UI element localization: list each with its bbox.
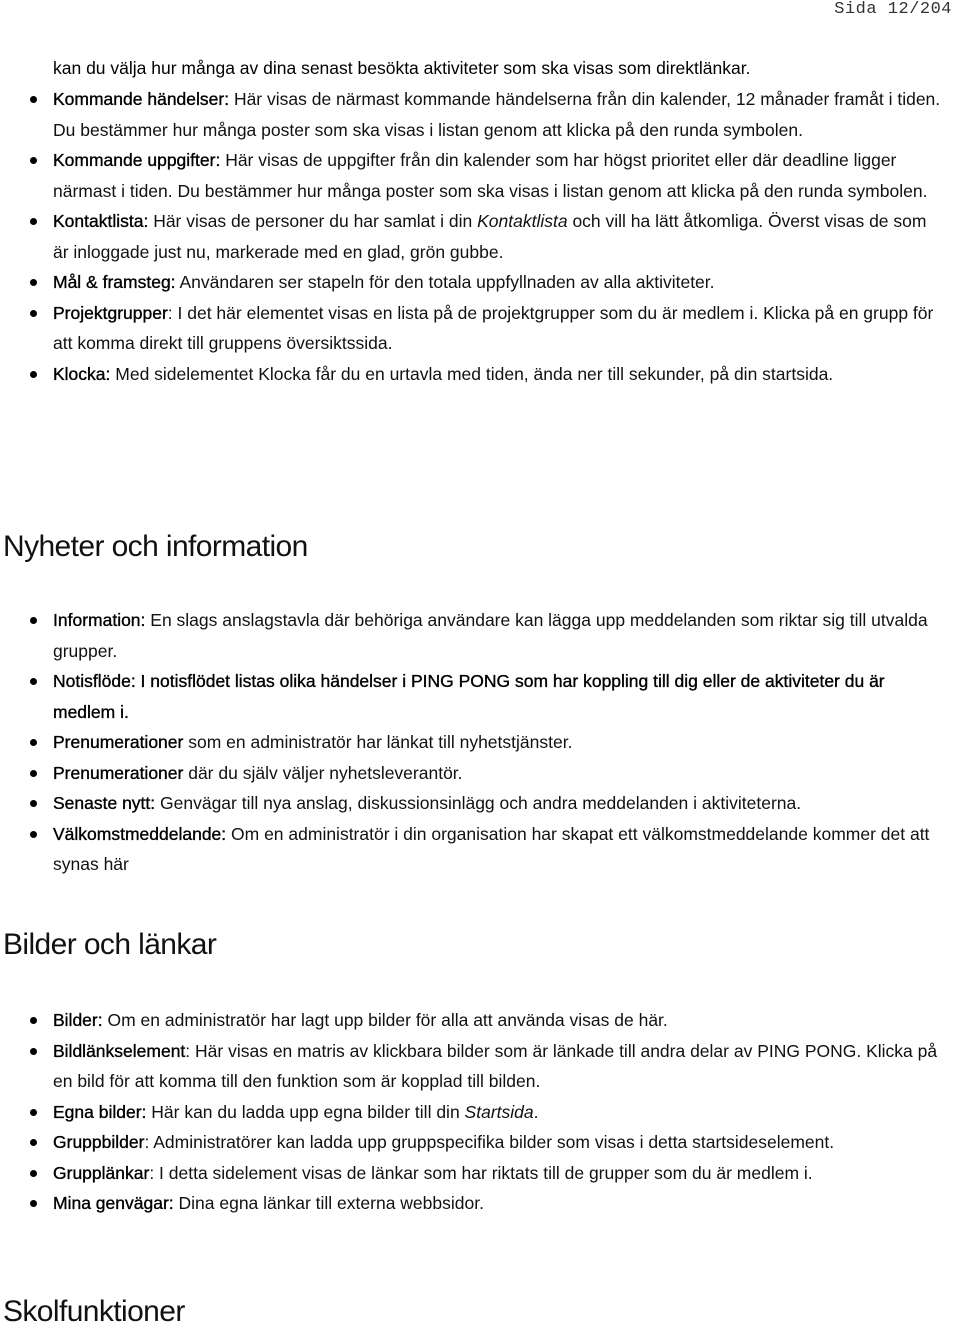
item-term: Notisflöde: I notisflödet listas olika händelser i PING PONG som har koppling till dig eller de aktiviteter du är medlem i. — [53, 671, 885, 722]
intro-block — [0, 53, 960, 84]
item-term: Mål & framsteg: — [53, 272, 176, 292]
bullet-icon — [30, 279, 37, 286]
item-term: Senaste nytt: — [53, 793, 156, 813]
list-item — [0, 84, 960, 145]
heading-news: Nyheter och information — [3, 530, 308, 563]
item-text: . — [533, 1101, 539, 1122]
bullet-icon — [30, 1017, 37, 1024]
item-term: Prenumerationer — [53, 762, 184, 783]
item-text: : Administratörer kan ladda upp gruppspecifika bilder som visas i detta startsideselement. — [144, 1132, 835, 1152]
bullet-icon — [30, 800, 37, 807]
item-text: : I det här elementet visas en lista på de projektgrupper som du är medlem i. Klicka på en grupp för att komma direkt till gruppens översiktssida. — [53, 302, 934, 353]
item-italic: Kontaktlista — [477, 211, 568, 231]
item-text: Här visas de uppgifter från din kalender som har högst prioritet eller där deadline ligger närmast i tiden. Du bestämmer hur många poster som ska visas i listan genom att klicka på den runda symbolen. — [53, 150, 928, 201]
item-term: Egna bilder: — [53, 1101, 147, 1122]
item-term: Projektgrupper — [53, 302, 168, 323]
bullet-icon — [30, 831, 37, 838]
item-text: Med sidelementet Klocka får du en urtavla med tiden, ända ner till sekunder, på din startsida. — [110, 363, 834, 384]
bullet-icon — [30, 617, 37, 624]
item-term: Bilder: — [53, 1010, 103, 1030]
bullet-icon — [30, 1109, 37, 1116]
section2-list — [0, 605, 960, 880]
section1-list — [0, 84, 960, 389]
bullet-icon — [30, 739, 37, 746]
item-term: Information: — [53, 610, 146, 630]
bullet-icon — [30, 371, 37, 378]
item-term: Prenumerationer — [53, 732, 184, 752]
heading-school: Skolfunktioner — [3, 1295, 185, 1328]
item-text: Här visas de personer du har samlat i din — [148, 211, 478, 231]
list-item — [0, 298, 960, 359]
item-text: : I detta sidelement visas de länkar som har riktats till de grupper som du är medlem i. — [149, 1162, 813, 1183]
bullet-icon — [30, 1139, 37, 1146]
section3-list — [0, 1005, 960, 1219]
page-number: Sida 12/204 — [834, 0, 952, 19]
item-text: som en administratör har länkat till nyhetstjänster. — [183, 732, 573, 752]
bullet-icon — [30, 1170, 37, 1177]
item-text: Genvägar till nya anslag, diskussionsinlägg och andra meddelanden i aktiviteterna. — [155, 793, 802, 813]
item-term: Välkomstmeddelande: — [53, 823, 227, 844]
item-text: Om en administratör har lagt upp bilder för alla att använda visas de här. — [102, 1010, 668, 1030]
item-italic: Startsida — [464, 1101, 534, 1122]
item-text: : Här visas en matris av klickbara bilder som är länkade till andra delar av PING PONG. Klicka på en bild för att komma till den funktion som är kopplad till bilden. — [53, 1040, 938, 1091]
intro-line: kan du välja hur många av dina senast besökta aktiviteter som ska visas som direktlänkar. — [53, 58, 751, 78]
item-text: där du själv väljer nyhetsleverantör. — [183, 762, 463, 783]
item-text: Här visas de närmast kommande händelserna från din kalender, 12 månader framåt i tiden. Du bestämmer hur många poster som ska visas i listan genom att klicka på den runda symbolen. — [53, 89, 941, 140]
item-term: Klocka: — [53, 363, 111, 384]
list-item — [0, 1158, 960, 1189]
list-item — [0, 666, 960, 727]
bullet-icon — [30, 218, 37, 225]
list-item — [0, 359, 960, 390]
item-text: Här kan du ladda upp egna bilder till din — [146, 1101, 465, 1122]
item-term: Kommande uppgifter: — [53, 150, 221, 170]
bullet-icon — [30, 1200, 37, 1207]
item-term: Grupplänkar — [53, 1162, 150, 1183]
list-item — [0, 788, 960, 819]
list-item — [0, 1097, 960, 1128]
item-term: Gruppbilder — [53, 1132, 145, 1152]
list-item — [0, 145, 960, 206]
list-item — [0, 206, 960, 267]
bullet-icon — [30, 157, 37, 164]
list-item — [0, 819, 960, 880]
item-term: Kontaktlista: — [53, 211, 149, 231]
item-text: och vill ha lätt åtkomliga. Överst visas de som är inloggade just nu, markerade med en glad, grön gubbe. — [53, 211, 927, 262]
list-item — [0, 267, 960, 298]
list-item — [0, 605, 960, 666]
list-item — [0, 1005, 960, 1036]
list-item — [0, 1036, 960, 1097]
item-text: Användaren ser stapeln för den totala uppfyllnaden av alla aktiviteter. — [175, 272, 715, 292]
item-term: Mina genvägar: — [53, 1193, 174, 1213]
list-item — [0, 727, 960, 758]
item-text: Dina egna länkar till externa webbsidor. — [173, 1193, 484, 1213]
bullet-icon — [30, 770, 37, 777]
item-text: En slags anslagstavla där behöriga användare kan lägga upp meddelanden som riktar sig till utvalda grupper. — [53, 610, 928, 661]
list-item — [0, 758, 960, 789]
heading-images: Bilder och länkar — [3, 928, 217, 961]
bullet-icon — [30, 678, 37, 685]
bullet-icon — [30, 96, 37, 103]
item-text: Om en administratör i din organisation har skapat ett välkomstmeddelande kommer det att synas här — [53, 823, 930, 874]
bullet-icon — [30, 310, 37, 317]
item-term: Kommande händelser: — [53, 89, 230, 109]
item-term: Bildlänkselement — [53, 1040, 186, 1061]
bullet-icon — [30, 1048, 37, 1055]
list-item — [0, 1127, 960, 1158]
list-item — [0, 1188, 960, 1219]
